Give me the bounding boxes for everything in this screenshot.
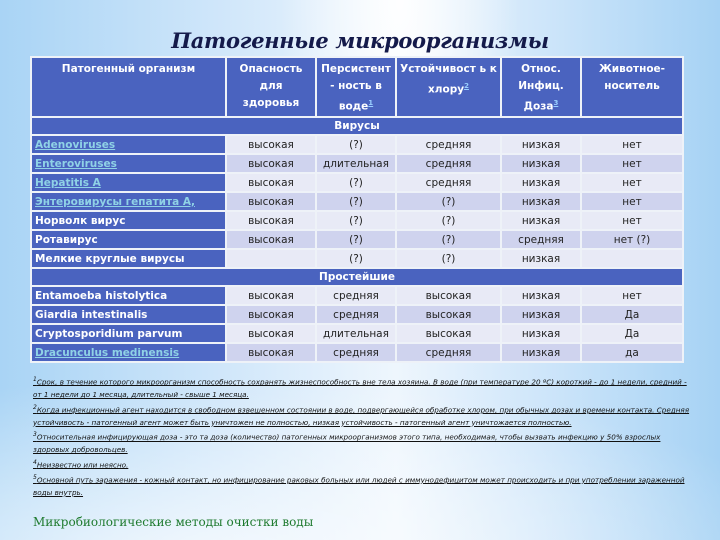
footnote <box>33 374 693 402</box>
table-row <box>31 135 683 154</box>
table-row <box>31 211 683 230</box>
table-cell: (?) <box>396 230 501 249</box>
footnote-ref-2[interactable]: 2 <box>464 82 469 90</box>
footnote-ref-1[interactable]: 1 <box>368 99 374 107</box>
organism-name: Giardia intestinalis <box>31 305 226 324</box>
section-row <box>31 268 683 286</box>
organism-name: Ротавирус <box>31 230 226 249</box>
table-cell: высокая <box>226 305 316 324</box>
table-cell: средняя <box>396 173 501 192</box>
page-title: Патогенные микроорганизмы <box>171 28 549 53</box>
organism-name: Мелкие круглые вирусы <box>31 249 226 268</box>
table-cell: да <box>581 343 683 362</box>
table-cell: средняя <box>396 154 501 173</box>
table-row <box>31 286 683 305</box>
organism-name: Норволк вирус <box>31 211 226 230</box>
table-cell: высокая <box>226 324 316 343</box>
table-row <box>31 324 683 343</box>
organism-link[interactable]: Adenoviruses <box>31 135 226 154</box>
table-row <box>31 249 683 268</box>
table-cell: высокая <box>226 154 316 173</box>
organism-link[interactable]: Hepatitis A <box>31 173 226 192</box>
footnote-number: 5 <box>33 473 37 481</box>
table-cell: нет <box>581 173 683 192</box>
table-cell: высокая <box>226 230 316 249</box>
table-cell: низкая <box>501 324 581 343</box>
organism-link[interactable]: Энтеровирусы гепатита А, <box>31 192 226 211</box>
footnotes <box>33 374 693 499</box>
table-cell: высокая <box>396 305 501 324</box>
footnote-number: 3 <box>33 431 37 439</box>
table-cell: нет (?) <box>581 230 683 249</box>
table-cell: средняя <box>316 305 396 324</box>
table-cell: нет <box>581 135 683 154</box>
organism-link[interactable]: Enteroviruses <box>31 154 226 173</box>
table-cell: длительная <box>316 324 396 343</box>
table-cell: низкая <box>501 249 581 268</box>
table-cell: (?) <box>396 249 501 268</box>
table-cell: Да <box>581 305 683 324</box>
table-cell: нет <box>581 154 683 173</box>
table-cell: Да <box>581 324 683 343</box>
organism-link[interactable]: Dracunculus medinensis <box>31 343 226 362</box>
header-health-risk: Опасность для здоровья <box>226 57 316 117</box>
table-cell: высокая <box>226 192 316 211</box>
table-cell: средняя <box>396 135 501 154</box>
organism-name: Cryptosporidium parvum <box>31 324 226 343</box>
table-cell: низкая <box>501 286 581 305</box>
table-cell: (?) <box>316 249 396 268</box>
table-cell: высокая <box>226 173 316 192</box>
table-cell: нет <box>581 286 683 305</box>
footnote <box>33 402 693 430</box>
table-cell <box>581 249 683 268</box>
header-persistence: Персистент - ность в воде$^1$ <box>316 57 396 117</box>
table-cell: высокая <box>226 135 316 154</box>
footnote <box>33 457 693 472</box>
table-cell: (?) <box>316 211 396 230</box>
table-header-row <box>31 57 683 117</box>
header-chlorine-resistance: Устойчивост ь к хлору$^2$ <box>396 57 501 117</box>
table-cell: (?) <box>316 173 396 192</box>
table-cell: низкая <box>501 173 581 192</box>
footnote <box>33 429 693 457</box>
table-cell: средняя <box>316 286 396 305</box>
table-cell: низкая <box>501 343 581 362</box>
table-cell: высокая <box>396 286 501 305</box>
table-cell: (?) <box>316 192 396 211</box>
header-animal-reservoir: Животное- носитель <box>581 57 683 117</box>
footnote-number: 2 <box>33 403 37 411</box>
table-cell: (?) <box>396 192 501 211</box>
table-cell: нет <box>581 192 683 211</box>
table-row <box>31 230 683 249</box>
table-row <box>31 305 683 324</box>
table-cell: низкая <box>501 154 581 173</box>
table-cell <box>226 249 316 268</box>
table-row <box>31 192 683 211</box>
table-cell: высокая <box>226 343 316 362</box>
footnote-ref-3[interactable]: 3 <box>553 99 559 107</box>
table-cell: (?) <box>396 211 501 230</box>
section-title: Простейшие <box>31 268 683 286</box>
footnote-text: Неизвестно или неясно. <box>36 460 129 470</box>
footnote-text: Основной путь заражения - кожный контакт, но инфицирование раковых больных или людей с иммунодефицитом может происходить и при употреблении зараженной воды внутрь. <box>33 475 685 497</box>
table-cell: высокая <box>226 286 316 305</box>
header-organism: Патогенный организм <box>31 57 226 117</box>
table-cell: нет <box>581 211 683 230</box>
pathogens-table <box>30 56 684 363</box>
table-cell: низкая <box>501 135 581 154</box>
table-cell: низкая <box>501 305 581 324</box>
footnote-number: 1 <box>33 376 37 383</box>
footnote-text: Когда инфекционный агент находится в свободном взвешенном состоянии в воде, подвергающейся обработке хлором, при обычных дозах и времени контакта. Средняя устойчивость - патогенный агент может быть уничтожен не полностью, низкая устойчивость - патогенный агент уничтожается полностью. <box>33 404 690 427</box>
footnote-number: 4 <box>33 458 37 466</box>
table-cell: длительная <box>316 154 396 173</box>
table-row <box>31 343 683 362</box>
footnote <box>33 472 693 500</box>
table-cell: (?) <box>316 230 396 249</box>
section-row <box>31 117 683 135</box>
table-cell: средняя <box>396 343 501 362</box>
footnote-text: Срок, в течение которого микроорганизм способность сохранять жизнеспособность вне тела хозяина. В воде (при температуре 20 ºC) короткий - до 1 недели, средний - от 1 недели до 1 месяца, длительный - свыше 1 месяца. <box>33 377 687 399</box>
table-cell: низкая <box>501 211 581 230</box>
table-cell: средняя <box>501 230 581 249</box>
header-infective-dose: Относ. Инфиц. Доза$^3$ <box>501 57 581 117</box>
section-title: Вирусы <box>31 117 683 135</box>
bottom-caption: Микробиологические методы очистки воды <box>33 515 314 529</box>
table-row <box>31 173 683 192</box>
organism-name: Entamoeba histolytica <box>31 286 226 305</box>
table-cell: высокая <box>396 324 501 343</box>
table-cell: средняя <box>316 343 396 362</box>
table-cell: низкая <box>501 192 581 211</box>
table-cell: (?) <box>316 135 396 154</box>
table-cell: высокая <box>226 211 316 230</box>
footnote-text: Относительная инфицирующая доза - это та доза (количество) патогенных микроорганизмов этого типа, необходимая, чтобы вызвать инфекцию у 50% взрослых здоровых добровольцев. <box>33 432 661 455</box>
table-row <box>31 154 683 173</box>
